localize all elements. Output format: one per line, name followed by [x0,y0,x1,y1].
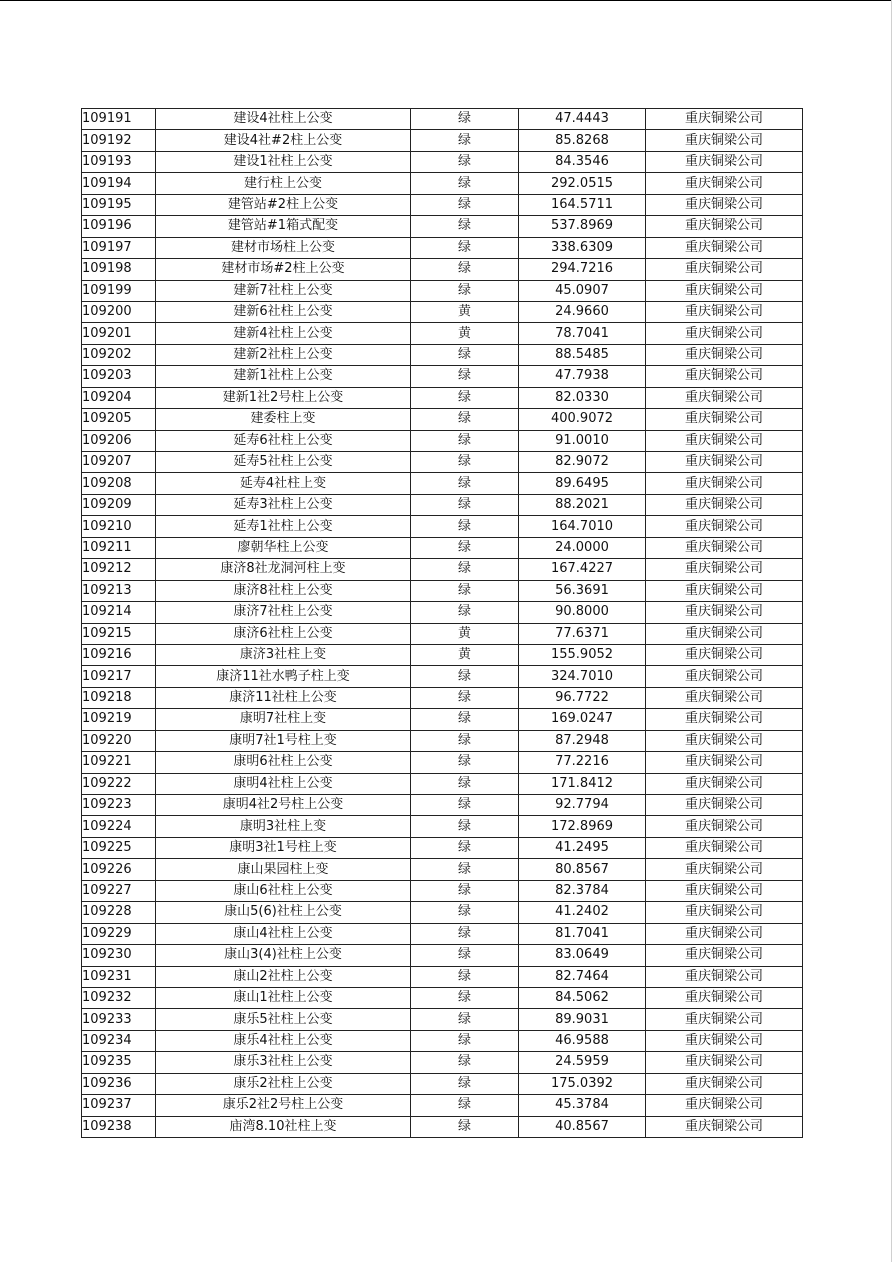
cell-company: 重庆铜梁公司 [646,730,803,751]
cell-company: 重庆铜梁公司 [646,301,803,322]
cell-company: 重庆铜梁公司 [646,473,803,494]
table-row [82,859,803,880]
cell-id: 109197 [82,237,156,258]
cell-id: 109195 [82,194,156,215]
cell-value: 92.7794 [519,795,646,816]
cell-id: 109219 [82,709,156,730]
cell-company: 重庆铜梁公司 [646,194,803,215]
cell-company: 重庆铜梁公司 [646,880,803,901]
cell-value: 91.0010 [519,430,646,451]
table-row [82,344,803,365]
cell-value: 84.5062 [519,987,646,1008]
cell-status: 绿 [411,237,519,258]
cell-id: 109238 [82,1116,156,1137]
cell-status: 绿 [411,537,519,558]
cell-status: 绿 [411,344,519,365]
cell-name: 延寿1社柱上公变 [156,516,411,537]
cell-name: 庙湾8.10社柱上变 [156,1116,411,1137]
cell-company: 重庆铜梁公司 [646,1009,803,1030]
cell-name: 康明3社1号柱上变 [156,837,411,858]
cell-status: 绿 [411,709,519,730]
table-row [82,259,803,280]
cell-status: 绿 [411,430,519,451]
cell-company: 重庆铜梁公司 [646,430,803,451]
cell-name: 康明6社柱上公变 [156,752,411,773]
cell-name: 康济3社柱上变 [156,644,411,665]
cell-status: 绿 [411,730,519,751]
cell-status: 绿 [411,902,519,923]
table-row [82,644,803,665]
cell-status: 绿 [411,1116,519,1137]
cell-status: 黄 [411,301,519,322]
cell-value: 292.0515 [519,173,646,194]
cell-id: 109235 [82,1052,156,1073]
table-row [82,709,803,730]
cell-company: 重庆铜梁公司 [646,387,803,408]
cell-company: 重庆铜梁公司 [646,859,803,880]
table-row [82,966,803,987]
cell-id: 109229 [82,923,156,944]
cell-name: 建新6社柱上公变 [156,301,411,322]
cell-id: 109214 [82,602,156,623]
cell-status: 绿 [411,173,519,194]
cell-id: 109231 [82,966,156,987]
cell-status: 绿 [411,773,519,794]
table-row [82,494,803,515]
cell-id: 109228 [82,902,156,923]
table-row [82,580,803,601]
cell-status: 绿 [411,559,519,580]
cell-status: 绿 [411,945,519,966]
cell-id: 109208 [82,473,156,494]
cell-status: 绿 [411,666,519,687]
cell-name: 康明7社1号柱上变 [156,730,411,751]
cell-company: 重庆铜梁公司 [646,644,803,665]
cell-name: 康明4社2号柱上公变 [156,795,411,816]
cell-company: 重庆铜梁公司 [646,580,803,601]
cell-value: 96.7722 [519,687,646,708]
cell-id: 109213 [82,580,156,601]
table-row [82,409,803,430]
cell-company: 重庆铜梁公司 [646,280,803,301]
cell-id: 109223 [82,795,156,816]
cell-company: 重庆铜梁公司 [646,623,803,644]
cell-value: 164.5711 [519,194,646,215]
cell-value: 89.9031 [519,1009,646,1030]
table-row [82,623,803,644]
cell-id: 109202 [82,344,156,365]
cell-status: 绿 [411,987,519,1008]
cell-value: 47.7938 [519,366,646,387]
cell-id: 109199 [82,280,156,301]
cell-id: 109196 [82,216,156,237]
cell-id: 109218 [82,687,156,708]
table-row [82,516,803,537]
cell-value: 46.9588 [519,1030,646,1051]
cell-status: 绿 [411,109,519,130]
cell-company: 重庆铜梁公司 [646,494,803,515]
cell-value: 87.2948 [519,730,646,751]
cell-name: 建委柱上变 [156,409,411,430]
cell-value: 85.8268 [519,130,646,151]
cell-id: 109212 [82,559,156,580]
table-row [82,837,803,858]
cell-value: 41.2495 [519,837,646,858]
page-top-border [0,0,892,1]
table-row [82,430,803,451]
cell-company: 重庆铜梁公司 [646,409,803,430]
table-row [82,559,803,580]
cell-value: 56.3691 [519,580,646,601]
cell-name: 康明4社柱上公变 [156,773,411,794]
table-row [82,237,803,258]
cell-company: 重庆铜梁公司 [646,516,803,537]
cell-id: 109194 [82,173,156,194]
cell-status: 绿 [411,194,519,215]
cell-name: 康明3社柱上变 [156,816,411,837]
table-row [82,666,803,687]
table-row [82,452,803,473]
cell-value: 24.0000 [519,537,646,558]
table-row [82,323,803,344]
cell-company: 重庆铜梁公司 [646,966,803,987]
table-row [82,602,803,623]
cell-id: 109234 [82,1030,156,1051]
table-row [82,945,803,966]
cell-status: 绿 [411,387,519,408]
cell-status: 黄 [411,323,519,344]
cell-name: 康济6社柱上公变 [156,623,411,644]
cell-company: 重庆铜梁公司 [646,109,803,130]
cell-status: 绿 [411,151,519,172]
cell-value: 45.0907 [519,280,646,301]
cell-company: 重庆铜梁公司 [646,559,803,580]
cell-name: 建设1社柱上公变 [156,151,411,172]
table-row [82,280,803,301]
cell-status: 绿 [411,816,519,837]
cell-id: 109237 [82,1095,156,1116]
cell-name: 建设4社柱上公变 [156,109,411,130]
cell-value: 80.8567 [519,859,646,880]
cell-value: 172.8969 [519,816,646,837]
cell-id: 109211 [82,537,156,558]
cell-id: 109233 [82,1009,156,1030]
cell-name: 康济11社水鸭子柱上变 [156,666,411,687]
cell-id: 109225 [82,837,156,858]
cell-name: 建设4社#2柱上公变 [156,130,411,151]
cell-status: 绿 [411,687,519,708]
table-row [82,773,803,794]
cell-value: 82.9072 [519,452,646,473]
cell-id: 109210 [82,516,156,537]
cell-value: 41.2402 [519,902,646,923]
cell-id: 109224 [82,816,156,837]
cell-name: 建管站#2柱上公变 [156,194,411,215]
cell-name: 康乐3社柱上公变 [156,1052,411,1073]
cell-value: 77.6371 [519,623,646,644]
cell-id: 109205 [82,409,156,430]
cell-name: 康山4社柱上公变 [156,923,411,944]
cell-name: 延寿5社柱上公变 [156,452,411,473]
cell-status: 绿 [411,1009,519,1030]
cell-id: 109236 [82,1073,156,1094]
table-row [82,687,803,708]
cell-company: 重庆铜梁公司 [646,537,803,558]
cell-name: 建新2社柱上公变 [156,344,411,365]
cell-company: 重庆铜梁公司 [646,987,803,1008]
cell-status: 绿 [411,859,519,880]
cell-id: 109221 [82,752,156,773]
cell-company: 重庆铜梁公司 [646,323,803,344]
cell-status: 绿 [411,923,519,944]
cell-company: 重庆铜梁公司 [646,923,803,944]
cell-id: 109220 [82,730,156,751]
cell-id: 109192 [82,130,156,151]
cell-name: 建新4社柱上公变 [156,323,411,344]
cell-company: 重庆铜梁公司 [646,666,803,687]
cell-value: 89.6495 [519,473,646,494]
cell-value: 537.8969 [519,216,646,237]
table-row [82,366,803,387]
cell-name: 康乐4社柱上公变 [156,1030,411,1051]
cell-status: 黄 [411,644,519,665]
cell-status: 绿 [411,366,519,387]
cell-name: 康乐2社柱上公变 [156,1073,411,1094]
cell-value: 45.3784 [519,1095,646,1116]
cell-value: 78.7041 [519,323,646,344]
cell-status: 绿 [411,580,519,601]
cell-value: 83.0649 [519,945,646,966]
cell-status: 绿 [411,452,519,473]
cell-id: 109201 [82,323,156,344]
cell-company: 重庆铜梁公司 [646,151,803,172]
cell-value: 169.0247 [519,709,646,730]
cell-company: 重庆铜梁公司 [646,216,803,237]
cell-status: 绿 [411,1095,519,1116]
table-row [82,151,803,172]
table-row [82,1095,803,1116]
cell-company: 重庆铜梁公司 [646,237,803,258]
cell-name: 延寿4社柱上变 [156,473,411,494]
cell-id: 109191 [82,109,156,130]
cell-company: 重庆铜梁公司 [646,752,803,773]
cell-value: 24.5959 [519,1052,646,1073]
cell-id: 109216 [82,644,156,665]
cell-company: 重庆铜梁公司 [646,602,803,623]
cell-company: 重庆铜梁公司 [646,773,803,794]
cell-status: 绿 [411,516,519,537]
cell-name: 康山6社柱上公变 [156,880,411,901]
table-row [82,752,803,773]
table-row [82,1030,803,1051]
cell-value: 294.7216 [519,259,646,280]
cell-value: 77.2216 [519,752,646,773]
cell-company: 重庆铜梁公司 [646,1095,803,1116]
cell-company: 重庆铜梁公司 [646,130,803,151]
table-row [82,1116,803,1137]
table-row [82,130,803,151]
cell-value: 175.0392 [519,1073,646,1094]
cell-company: 重庆铜梁公司 [646,1052,803,1073]
cell-value: 171.8412 [519,773,646,794]
table-row [82,1073,803,1094]
cell-company: 重庆铜梁公司 [646,344,803,365]
cell-company: 重庆铜梁公司 [646,1030,803,1051]
cell-company: 重庆铜梁公司 [646,366,803,387]
cell-value: 47.4443 [519,109,646,130]
cell-value: 88.5485 [519,344,646,365]
cell-id: 109222 [82,773,156,794]
cell-name: 康明7社柱上变 [156,709,411,730]
cell-value: 82.7464 [519,966,646,987]
table-row [82,173,803,194]
cell-status: 绿 [411,966,519,987]
cell-name: 廖朝华柱上公变 [156,537,411,558]
cell-name: 康山1社柱上公变 [156,987,411,1008]
cell-company: 重庆铜梁公司 [646,837,803,858]
cell-name: 康乐2社2号柱上公变 [156,1095,411,1116]
cell-status: 绿 [411,1052,519,1073]
table-row [82,194,803,215]
cell-name: 建管站#1箱式配变 [156,216,411,237]
cell-id: 109206 [82,430,156,451]
table-row [82,537,803,558]
cell-id: 109203 [82,366,156,387]
cell-company: 重庆铜梁公司 [646,259,803,280]
table-row [82,795,803,816]
cell-name: 康山2社柱上公变 [156,966,411,987]
cell-status: 绿 [411,1030,519,1051]
table-row [82,301,803,322]
cell-status: 绿 [411,795,519,816]
cell-name: 建材市场柱上公变 [156,237,411,258]
transformer-table [81,108,803,1138]
cell-name: 建新1社2号柱上公变 [156,387,411,408]
cell-id: 109204 [82,387,156,408]
cell-value: 167.4227 [519,559,646,580]
cell-company: 重庆铜梁公司 [646,709,803,730]
cell-name: 康乐5社柱上公变 [156,1009,411,1030]
cell-value: 90.8000 [519,602,646,623]
cell-value: 81.7041 [519,923,646,944]
cell-company: 重庆铜梁公司 [646,945,803,966]
cell-value: 164.7010 [519,516,646,537]
cell-company: 重庆铜梁公司 [646,1073,803,1094]
cell-name: 延寿3社柱上公变 [156,494,411,515]
cell-status: 绿 [411,602,519,623]
cell-company: 重庆铜梁公司 [646,687,803,708]
cell-name: 建新1社柱上公变 [156,366,411,387]
cell-value: 338.6309 [519,237,646,258]
cell-status: 绿 [411,280,519,301]
cell-value: 84.3546 [519,151,646,172]
cell-status: 黄 [411,623,519,644]
cell-name: 康济11社柱上公变 [156,687,411,708]
cell-company: 重庆铜梁公司 [646,795,803,816]
cell-name: 建材市场#2柱上公变 [156,259,411,280]
cell-name: 延寿6社柱上公变 [156,430,411,451]
table-row [82,816,803,837]
cell-status: 绿 [411,259,519,280]
cell-status: 绿 [411,216,519,237]
table-row [82,1009,803,1030]
cell-status: 绿 [411,752,519,773]
table-row [82,880,803,901]
cell-id: 109232 [82,987,156,1008]
cell-company: 重庆铜梁公司 [646,173,803,194]
cell-id: 109230 [82,945,156,966]
table-row [82,1052,803,1073]
cell-company: 重庆铜梁公司 [646,902,803,923]
cell-status: 绿 [411,837,519,858]
table-row [82,923,803,944]
cell-id: 109200 [82,301,156,322]
table-row [82,109,803,130]
cell-value: 88.2021 [519,494,646,515]
cell-status: 绿 [411,1073,519,1094]
cell-name: 建新7社柱上公变 [156,280,411,301]
cell-name: 建行柱上公变 [156,173,411,194]
cell-id: 109193 [82,151,156,172]
cell-id: 109209 [82,494,156,515]
cell-value: 155.9052 [519,644,646,665]
cell-value: 324.7010 [519,666,646,687]
cell-status: 绿 [411,473,519,494]
cell-name: 康山果园柱上变 [156,859,411,880]
cell-name: 康济7社柱上公变 [156,602,411,623]
cell-company: 重庆铜梁公司 [646,452,803,473]
cell-value: 24.9660 [519,301,646,322]
cell-value: 40.8567 [519,1116,646,1137]
cell-id: 109207 [82,452,156,473]
cell-status: 绿 [411,409,519,430]
cell-id: 109217 [82,666,156,687]
cell-value: 400.9072 [519,409,646,430]
cell-name: 康山3(4)社柱上公变 [156,945,411,966]
cell-company: 重庆铜梁公司 [646,1116,803,1137]
table-row [82,730,803,751]
cell-company: 重庆铜梁公司 [646,816,803,837]
cell-status: 绿 [411,880,519,901]
cell-id: 109215 [82,623,156,644]
cell-status: 绿 [411,130,519,151]
cell-name: 康济8社柱上公变 [156,580,411,601]
cell-name: 康济8社龙洞河柱上变 [156,559,411,580]
table-row [82,987,803,1008]
table-row [82,473,803,494]
table-row [82,902,803,923]
cell-status: 绿 [411,494,519,515]
cell-id: 109227 [82,880,156,901]
table-body [82,109,803,1138]
table-row [82,387,803,408]
cell-id: 109198 [82,259,156,280]
cell-value: 82.0330 [519,387,646,408]
cell-name: 康山5(6)社柱上公变 [156,902,411,923]
table-row [82,216,803,237]
cell-id: 109226 [82,859,156,880]
cell-value: 82.3784 [519,880,646,901]
